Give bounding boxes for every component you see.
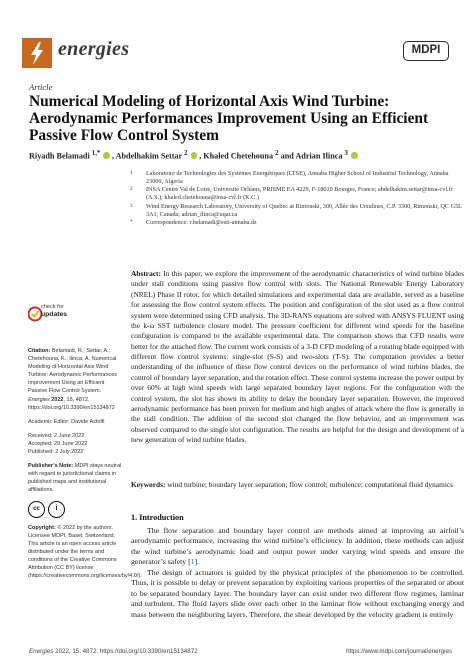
journal-name: energies — [58, 38, 130, 60]
copyright-block — [28, 524, 142, 581]
footer-doi[interactable]: 2022, 15, 4872. https://doi.org/10.3390/en15134872 — [53, 648, 198, 655]
keywords-label: Keywords: — [131, 480, 166, 489]
citation-year: 2022 — [49, 396, 64, 403]
publisher-note — [28, 462, 123, 494]
citation-doi[interactable]: , 15, 4872. https://doi.org/10.3390/en15134872 — [28, 396, 115, 411]
intro-paragraph-text: ]. — [194, 557, 200, 567]
intro-paragraph-text: The flow separation and boundary layer control are methods aimed at improving an airfoil’s aerodynamic performance, increasing the wind turbine’s efficiency. In addition, these methods can adjust the wind turbine’s aerodynamic load and output power under varying wind speeds and ensure the generator’s safety [ — [131, 526, 464, 567]
affiliation-number: 3 — [130, 202, 133, 209]
cc-icon: cc — [28, 501, 45, 518]
author-affiliation-mark: 2 — [275, 150, 279, 157]
affiliation-item — [130, 203, 465, 219]
abstract — [131, 269, 464, 445]
abstract-text: In this paper, we explore the improvement of the aerodynamic characteristics of wind turbine blades under stall conditions using passive flow control with slots. The National Renewable Energy Laboratory (NREL) Phase II rotor, for which detailed simulations and experimental data are available, served as a baseline for assessing the flow control system effects. The position and configuration of the slot used as a flow control system were determined using CFD analysis. The 3D-RANS equations are solved with ANSYS FLUENT using the k-ω SST turbulence closure model. The pressure coefficient for different wind speeds for the baseline configuration is compared to the available experimental data. The comparison shows that CFD results were better for the attached flow. The current work consists of a 3-D CFD modeling of a rotating blade equipped with different flow control systems: single-slot (S-S) and two-slots (T-S). The computation provides a better understanding of the influence of these flow control devices on the performance of wind turbine blades, the control of boundary layer separation, and the rotation effect. These control systems increase the power output by over 60% at high wind speeds with large separated boundary layer regions. For the configuration with the control system, the slot has shown its ability to delay the boundary layer separation. However, the improved aerodynamic performance has been proven for medium and high angles of attack where the flow is generally in the stall condition. The addition of the second slot changed the flow behavior, and an improvement was observed compared to the single slot configuration. The results are helpful for the design and development of a new generation of wind turbine blades. — [131, 269, 464, 444]
citation-journal: Energies — [28, 396, 50, 403]
cc-license-badge[interactable] — [28, 501, 86, 518]
author-affiliation-mark: 2 — [184, 150, 188, 157]
abstract-label: Abstract: — [131, 269, 161, 278]
affiliation-text: INSA Centre Val de Loire, Université Orléans, PRISME EA 4229, F-18020 Bourges, France; abdelhakim.settar@insa-cvl.fr (A.S.); khaled.chetehouna@insa-cvl.fr (K.C.) — [146, 186, 453, 202]
affiliation-text: Laboratoire de Technologies des Systèmes Energétiques (LTSE), Annaba Higher School of Industrial Technology, Annaba 23000, Algeria — [146, 170, 449, 186]
date-published: Published: 2 July 2022 — [28, 449, 84, 456]
mdpi-logo[interactable]: MDPI — [403, 41, 449, 61]
footer-journal-url[interactable]: https://www.mdpi.com/journal/energies — [346, 648, 452, 655]
author-name[interactable]: , Khaled Chetehouna — [199, 151, 276, 161]
sidebar — [28, 347, 142, 580]
author-list — [29, 150, 469, 161]
date-accepted: Accepted: 29 June 2022 — [28, 440, 88, 447]
affiliation-number: 1 — [130, 170, 133, 176]
article-title: Numerical Modeling of Horizontal Axis Wind Turbine: Aerodynamic Performances Improvement Using an Efficient Passive Flow Control System — [29, 93, 429, 145]
citation-block — [28, 347, 123, 412]
author-name[interactable]: and Adrian Ilinca — [280, 151, 345, 161]
author-name[interactable]: Riyadh Belamadi — [29, 151, 92, 161]
footer-citation — [29, 648, 198, 655]
copyright-label: Copyright: — [28, 524, 56, 531]
affiliation-item — [130, 170, 465, 186]
footer-journal: Energies — [29, 648, 54, 655]
article-type: Article — [29, 82, 53, 92]
orcid-icon[interactable] — [351, 152, 358, 159]
correspondence-text[interactable]: Correspondence: r.belamadi@esti-annaba.dz — [146, 218, 257, 226]
citation-label: Citation: — [28, 348, 51, 354]
keywords — [131, 480, 464, 490]
orcid-icon[interactable] — [103, 152, 110, 159]
keywords-text: wind turbine; boundary layer separation; flow control; turbulence; computational fluid dynamics — [165, 480, 454, 489]
affiliations — [130, 170, 465, 227]
author-affiliation-mark: 3 — [344, 150, 348, 157]
publisher-note-text: MDPI stays neutral with regard to jurisdictional claims in published maps and institutional affiliations. — [28, 463, 122, 494]
affiliation-item — [130, 186, 465, 202]
copyright-text: © 2022 by the authors. Licensee MDPI, Basel, Switzerland. This article is an open access article distributed under the terms and conditions of the Creative Commons Attribution (CC BY) license (https://creativecommons.org/licenses/by/4.0/). — [28, 524, 142, 580]
citation-text: Belamadi, R.; Settar, A.; Chetehouna, K.; Ilinca, A. Numerical Modeling of Horizontal Axis Wind Turbine: Aerodynamic Performances Improvement Using an Efficient Passive Flow Control System. — [28, 348, 118, 395]
intro-paragraph: The design of actuators is guided by the physical principles of the phenomenon to be controlled. Thus, it is possible to delay or prevent separation by exploiting various properties of the separated or about to be separated boundary layer. The boundary layer can exist under two different flow regimes, laminar and turbulent. The fluid layers slide over each other in the laminar flow without exchanging energy and mass between the neighboring layers. Therefore, the shear developed by the velocity gradient is entirely — [131, 567, 464, 619]
affiliation-item — [130, 219, 465, 227]
energies-logo-icon — [22, 38, 52, 68]
reference-link[interactable]: 1 — [190, 557, 195, 567]
author-affiliation-mark: 1,* — [91, 150, 101, 157]
affiliation-text: Wind Energy Research Laboratory, University of Quebec at Rimouski, 300, Allée des Ursulines, C.P. 3300, Rimouski, QC G5L 3A1, Canada; adrian_ilinca@uqar.ca — [146, 202, 462, 218]
affiliation-number: * — [130, 218, 133, 225]
publisher-note-label: Publisher’s Note: — [28, 463, 74, 470]
date-received: Received: 2 June 2022 — [28, 432, 85, 439]
affiliation-number: 2 — [130, 186, 133, 193]
check-updates-label: updates — [41, 311, 68, 318]
academic-editor: Academic Editor: Davide Astolfi — [28, 418, 105, 425]
intro-paragraph — [131, 526, 464, 568]
section-heading: 1. Introduction — [131, 513, 184, 522]
author-name[interactable]: , Abdelhakim Settar — [111, 151, 185, 161]
introduction-body — [131, 526, 464, 620]
attribution-icon: i — [48, 501, 65, 518]
check-updates-label: check for — [41, 304, 64, 310]
orcid-icon[interactable] — [191, 152, 198, 159]
